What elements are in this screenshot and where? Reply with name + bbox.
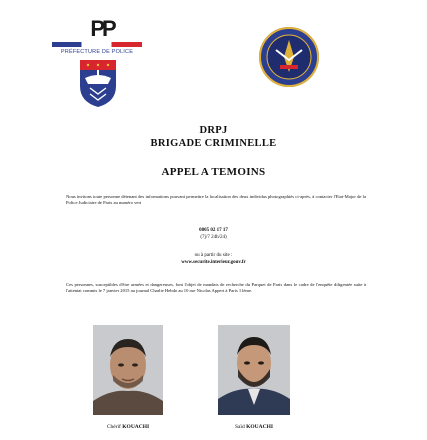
portrait-image bbox=[218, 325, 290, 415]
tricolor-band bbox=[52, 42, 142, 47]
suspect-name-said bbox=[214, 424, 294, 430]
first-name: Saïd bbox=[234, 424, 245, 430]
prefecture-de-police-logo bbox=[46, 18, 148, 110]
pp-monogram: PP bbox=[90, 16, 114, 41]
paris-shield-icon bbox=[78, 58, 118, 108]
intro-paragraph: Nous invitons toute personne détenant des informations pouvant permettre la localisation des deux individus photographiés ci-après, à contacter l'Etat-Major de la Police Judiciaire de Paris au numéro vert bbox=[66, 194, 366, 205]
site-label: ou à partir du site : bbox=[194, 253, 233, 258]
phone-number: 0805 02 17 17 bbox=[199, 228, 228, 233]
last-name: KOUACHI bbox=[122, 424, 150, 430]
first-name: Chérif bbox=[106, 424, 121, 430]
warning-paragraph: Ces personnes, susceptibles d'être armées et dangereuses, font l'objet de mandats de recherche du Parquet de Paris dans le cadre de l'enquête diligentée suite à l'attentat commis le 7 janvier 2015 au journal Charlie Hebdo au 10 rue Nicolas Appert à Paris 11ème. bbox=[66, 282, 366, 293]
appel-a-temoins-title: APPEL A TEMOINS bbox=[161, 166, 266, 178]
suspect-name-cherif bbox=[88, 424, 168, 430]
police-judiciaire-badge-icon bbox=[258, 26, 320, 88]
drpj-heading: DRPJ bbox=[199, 125, 228, 136]
suspect-photo-said bbox=[218, 325, 290, 415]
last-name: KOUACHI bbox=[246, 424, 274, 430]
suspect-photo-cherif bbox=[93, 325, 163, 415]
site-url-link[interactable]: www.securite.interieur.gouv.fr bbox=[181, 260, 246, 265]
phone-hours: (7j/7 24h/24) bbox=[200, 235, 227, 240]
portrait-image bbox=[93, 325, 163, 415]
brigade-criminelle-heading: BRIGADE CRIMINELLE bbox=[150, 138, 277, 149]
prefecture-caption: PRÉFECTURE DE POLICE bbox=[60, 49, 134, 55]
